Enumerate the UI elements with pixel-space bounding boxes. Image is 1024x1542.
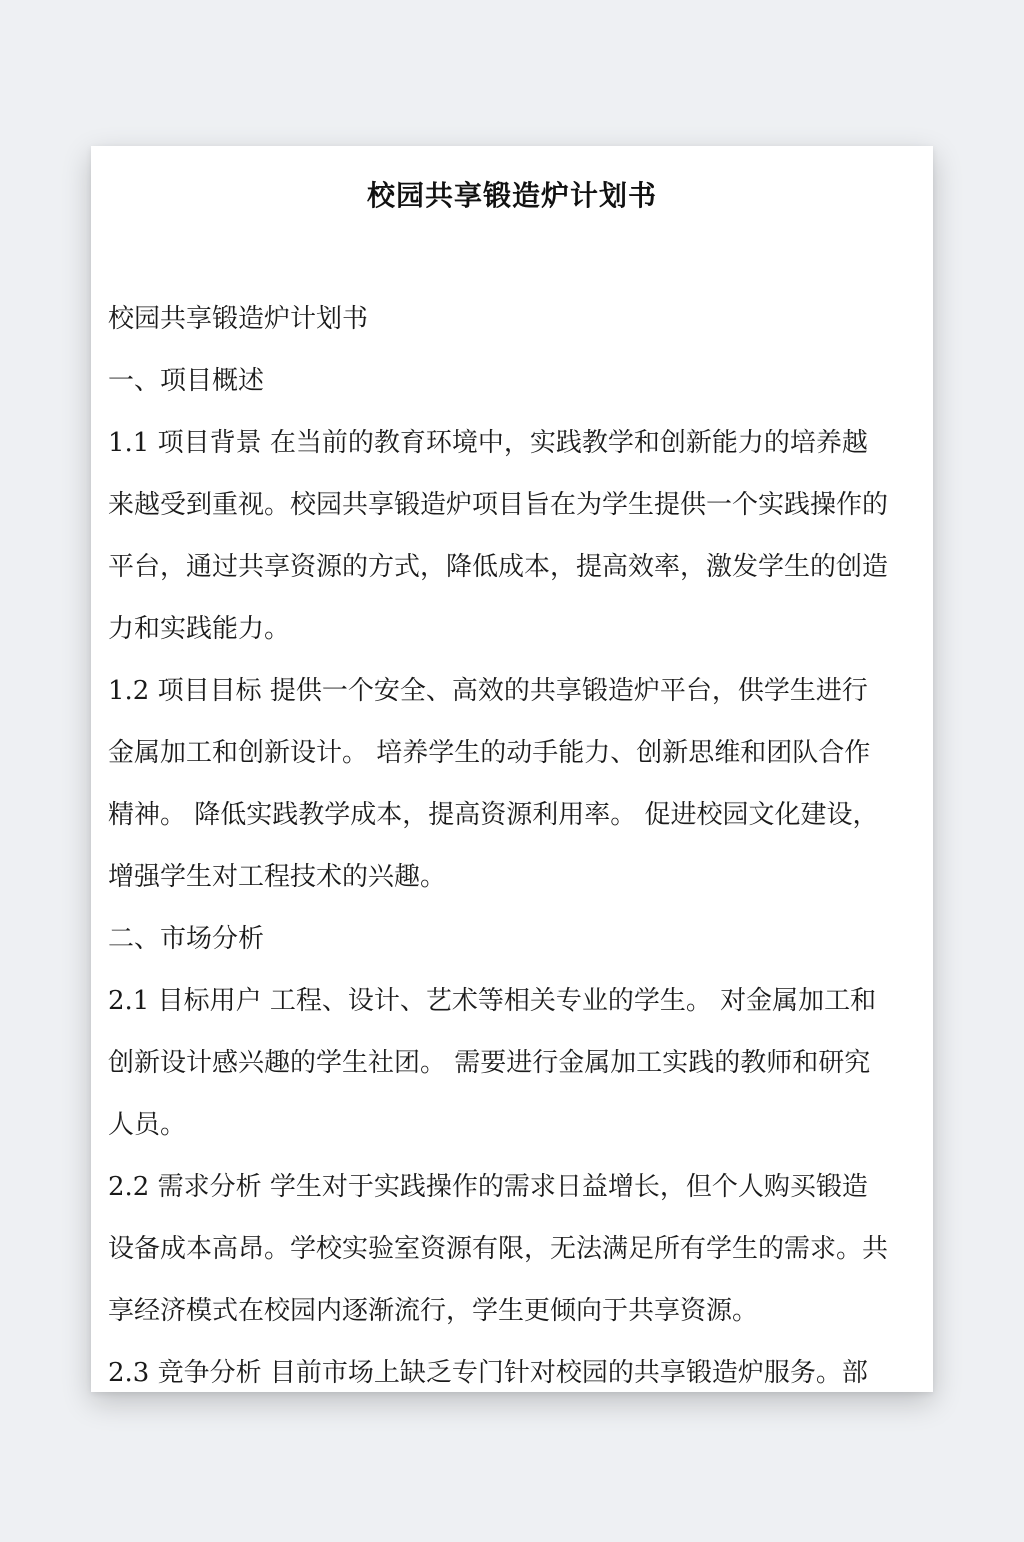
paragraph-line: 享经济模式在校园内逐渐流行，学生更倾向于共享资源。 [108, 1296, 759, 1326]
paragraph-line: 创新设计感兴趣的学生社团。 需要进行金属加工实践的教师和研究 [108, 1048, 871, 1078]
paragraph-line: 来越受到重视。校园共享锻造炉项目旨在为学生提供一个实践操作的 [108, 490, 889, 520]
paragraph-line: 校园共享锻造炉计划书 [108, 304, 369, 334]
document-title: 校园共享锻造炉计划书 [366, 179, 657, 212]
paragraph-line: 2.1 目标用户 工程、设计、艺术等相关专业的学生。 对金属加工和 [108, 986, 877, 1016]
document-body [108, 288, 919, 1392]
paragraph-line: 精神。 降低实践教学成本，提高资源利用率。 促进校园文化建设， [108, 800, 879, 830]
paragraph-line: 力和实践能力。 [108, 614, 291, 644]
paragraph-line: 设备成本高昂。学校实验室资源有限，无法满足所有学生的需求。共 [108, 1234, 889, 1264]
document-page [91, 146, 933, 1392]
paragraph-line: 金属加工和创新设计。 培养学生的动手能力、创新思维和团队合作 [108, 738, 871, 768]
paragraph-line: 2.3 竞争分析 目前市场上缺乏专门针对校园的共享锻造炉服务。部 [108, 1358, 868, 1388]
paragraph-line: 人员。 [108, 1110, 187, 1140]
paragraph-line: 2.2 需求分析 学生对于实践操作的需求日益增长，但个人购买锻造 [108, 1172, 868, 1202]
paragraph-line: 增强学生对工程技术的兴趣。 [108, 862, 447, 892]
paragraph-line: 1.2 项目目标 提供一个安全、高效的共享锻造炉平台，供学生进行 [108, 676, 868, 706]
section-heading: 一、项目概述 [108, 366, 265, 396]
paragraph-line: 平台，通过共享资源的方式，降低成本，提高效率，激发学生的创造 [108, 552, 889, 582]
section-heading: 二、市场分析 [108, 924, 265, 954]
paragraph-line: 1.1 项目背景 在当前的教育环境中，实践教学和创新能力的培养越 [108, 428, 868, 458]
